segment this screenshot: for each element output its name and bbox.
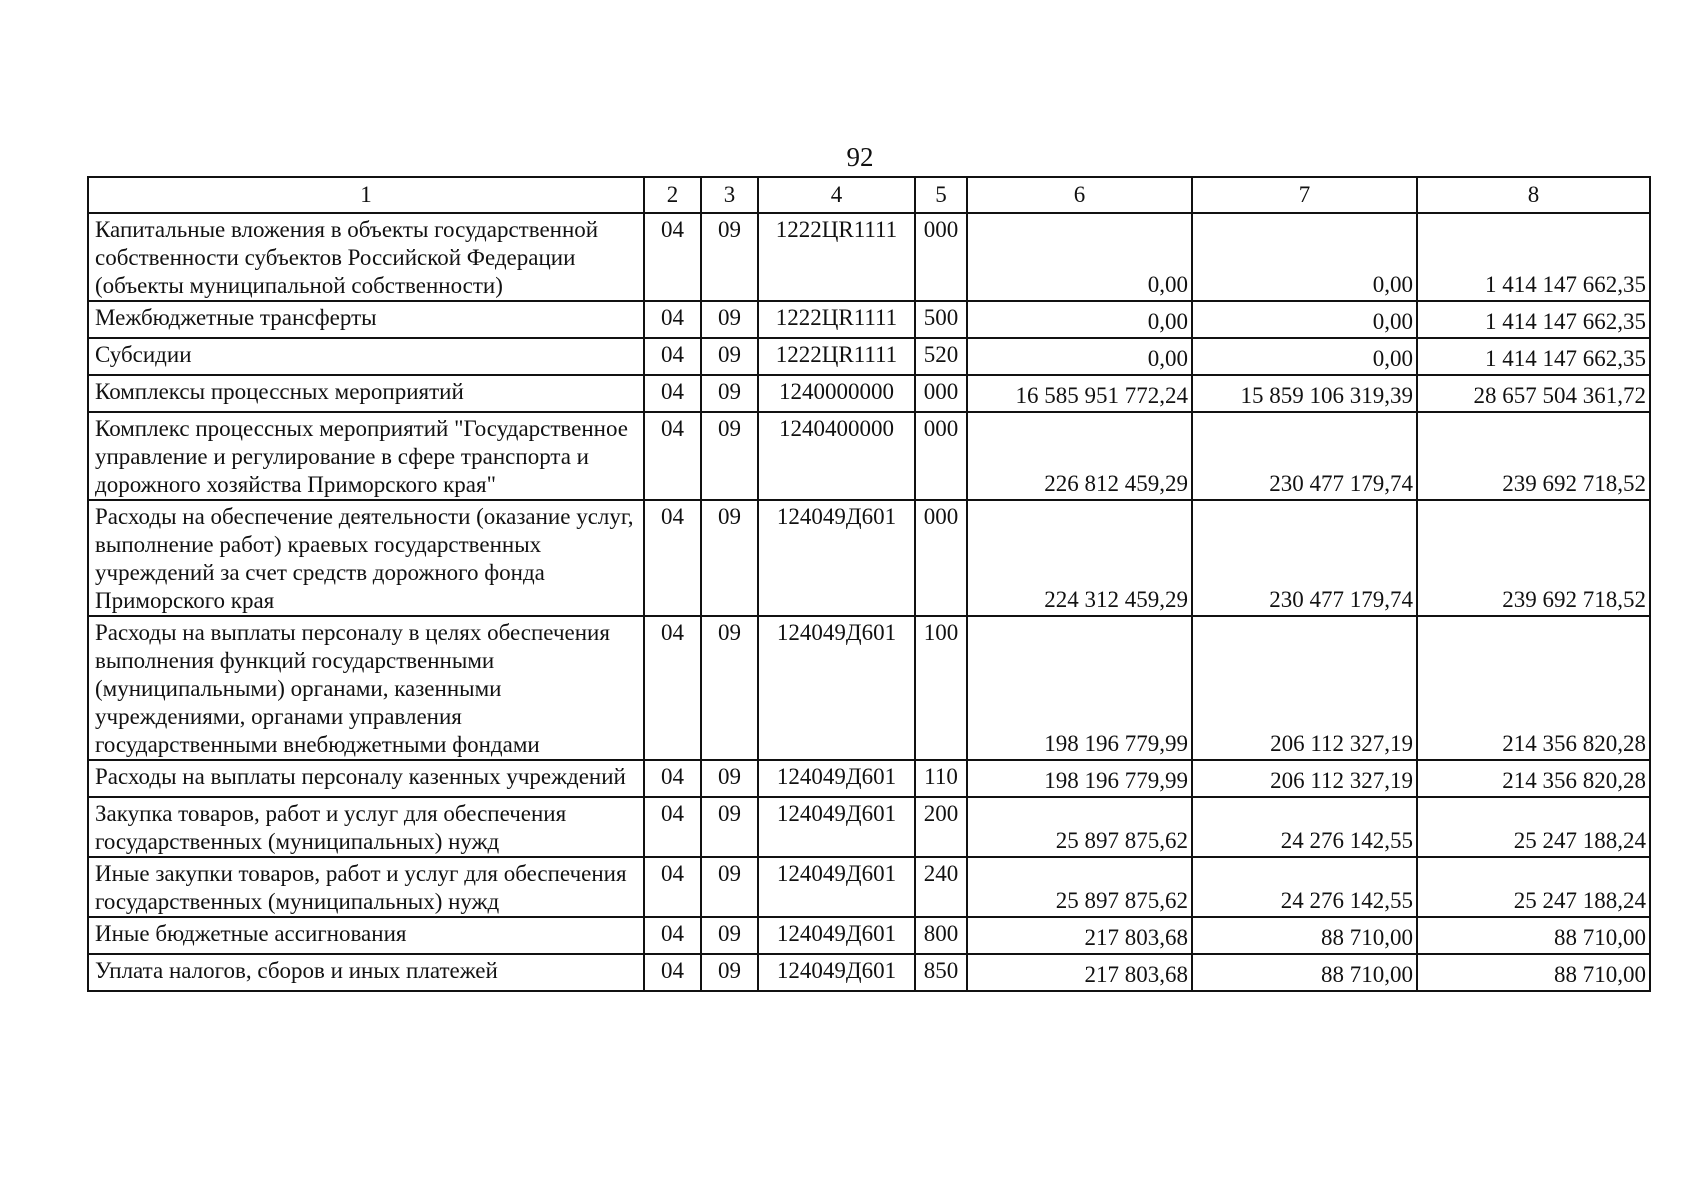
row-section: 04	[644, 760, 701, 797]
row-subsection: 09	[701, 213, 758, 301]
table-row	[88, 375, 1650, 412]
row-amount-col7: 0,00	[1192, 213, 1417, 301]
row-amount-col7: 206 112 327,19	[1192, 616, 1417, 760]
row-subsection: 09	[701, 917, 758, 954]
table-row	[88, 954, 1650, 991]
row-section: 04	[644, 797, 701, 857]
table-row	[88, 338, 1650, 375]
row-amount-col6: 25 897 875,62	[967, 857, 1192, 917]
row-target-article: 124049Д601	[758, 760, 915, 797]
row-amount-col7: 15 859 106 319,39	[1192, 375, 1417, 412]
row-section: 04	[644, 213, 701, 301]
row-amount-col6: 16 585 951 772,24	[967, 375, 1192, 412]
row-amount-col8: 25 247 188,24	[1417, 857, 1650, 917]
row-amount-col8: 88 710,00	[1417, 917, 1650, 954]
table-row	[88, 412, 1650, 500]
row-name: Расходы на выплаты персоналу казенных учреждений	[88, 760, 644, 797]
table-row	[88, 500, 1650, 616]
row-amount-col8: 1 414 147 662,35	[1417, 338, 1650, 375]
row-amount-col8: 214 356 820,28	[1417, 760, 1650, 797]
row-subsection: 09	[701, 412, 758, 500]
column-header: 2	[644, 177, 701, 213]
row-subsection: 09	[701, 500, 758, 616]
row-amount-col6: 25 897 875,62	[967, 797, 1192, 857]
row-section: 04	[644, 301, 701, 338]
column-header: 7	[1192, 177, 1417, 213]
row-name: Субсидии	[88, 338, 644, 375]
row-target-article: 124049Д601	[758, 857, 915, 917]
row-section: 04	[644, 375, 701, 412]
table-row	[88, 213, 1650, 301]
table-header-row	[88, 177, 1650, 213]
column-header: 6	[967, 177, 1192, 213]
row-subsection: 09	[701, 338, 758, 375]
row-target-article: 1240400000	[758, 412, 915, 500]
column-header: 3	[701, 177, 758, 213]
row-section: 04	[644, 500, 701, 616]
table-row	[88, 301, 1650, 338]
row-amount-col8: 88 710,00	[1417, 954, 1650, 991]
table-row	[88, 760, 1650, 797]
row-target-article: 124049Д601	[758, 917, 915, 954]
row-subsection: 09	[701, 375, 758, 412]
budget-table	[87, 176, 1651, 992]
row-amount-col7: 0,00	[1192, 301, 1417, 338]
row-expense-type: 000	[915, 375, 967, 412]
row-amount-col8: 28 657 504 361,72	[1417, 375, 1650, 412]
row-amount-col8: 239 692 718,52	[1417, 500, 1650, 616]
row-expense-type: 000	[915, 412, 967, 500]
row-name: Капитальные вложения в объекты государственной собственности субъектов Российской Федерации (объекты муниципальной собственности)	[88, 213, 644, 301]
page-number: 92	[846, 142, 874, 172]
row-subsection: 09	[701, 954, 758, 991]
row-name: Закупка товаров, работ и услуг для обеспечения государственных (муниципальных) нужд	[88, 797, 644, 857]
row-amount-col8: 25 247 188,24	[1417, 797, 1650, 857]
row-amount-col7: 24 276 142,55	[1192, 797, 1417, 857]
row-subsection: 09	[701, 760, 758, 797]
row-name: Иные закупки товаров, работ и услуг для обеспечения государственных (муниципальных) нужд	[88, 857, 644, 917]
table-row	[88, 857, 1650, 917]
row-name: Комплексы процессных мероприятий	[88, 375, 644, 412]
column-header: 8	[1417, 177, 1650, 213]
row-expense-type: 850	[915, 954, 967, 991]
row-amount-col6: 217 803,68	[967, 954, 1192, 991]
row-target-article: 1222ЦR1111	[758, 213, 915, 301]
row-name: Комплекс процессных мероприятий "Государственное управление и регулирование в сфере транспорта и дорожного хозяйства Приморского края"	[88, 412, 644, 500]
row-amount-col6: 224 312 459,29	[967, 500, 1192, 616]
row-amount-col6: 0,00	[967, 338, 1192, 375]
row-name: Расходы на обеспечение деятельности (оказание услуг, выполнение работ) краевых государственных учреждений за счет средств дорожного фонда Приморского края	[88, 500, 644, 616]
row-name: Межбюджетные трансферты	[88, 301, 644, 338]
row-section: 04	[644, 338, 701, 375]
row-subsection: 09	[701, 301, 758, 338]
column-header: 4	[758, 177, 915, 213]
row-amount-col6: 217 803,68	[967, 917, 1192, 954]
row-expense-type: 110	[915, 760, 967, 797]
row-amount-col6: 0,00	[967, 301, 1192, 338]
row-amount-col7: 230 477 179,74	[1192, 500, 1417, 616]
table-row	[88, 616, 1650, 760]
row-target-article: 124049Д601	[758, 616, 915, 760]
row-name: Расходы на выплаты персоналу в целях обеспечения выполнения функций государственными (муниципальными) органами, казенными учреждениями, органами управления государственными внебюджетными фондами	[88, 616, 644, 760]
row-expense-type: 100	[915, 616, 967, 760]
row-section: 04	[644, 616, 701, 760]
row-expense-type: 000	[915, 500, 967, 616]
row-target-article: 1222ЦR1111	[758, 338, 915, 375]
row-section: 04	[644, 412, 701, 500]
row-target-article: 124049Д601	[758, 954, 915, 991]
row-expense-type: 240	[915, 857, 967, 917]
row-expense-type: 000	[915, 213, 967, 301]
row-amount-col8: 239 692 718,52	[1417, 412, 1650, 500]
row-target-article: 1240000000	[758, 375, 915, 412]
row-amount-col6: 198 196 779,99	[967, 616, 1192, 760]
row-amount-col7: 0,00	[1192, 338, 1417, 375]
row-expense-type: 500	[915, 301, 967, 338]
table-row	[88, 797, 1650, 857]
row-name: Уплата налогов, сборов и иных платежей	[88, 954, 644, 991]
row-section: 04	[644, 917, 701, 954]
row-amount-col8: 214 356 820,28	[1417, 616, 1650, 760]
row-amount-col6: 0,00	[967, 213, 1192, 301]
row-amount-col7: 24 276 142,55	[1192, 857, 1417, 917]
row-section: 04	[644, 857, 701, 917]
row-subsection: 09	[701, 857, 758, 917]
row-target-article: 1222ЦR1111	[758, 301, 915, 338]
row-amount-col6: 198 196 779,99	[967, 760, 1192, 797]
row-amount-col7: 206 112 327,19	[1192, 760, 1417, 797]
row-name: Иные бюджетные ассигнования	[88, 917, 644, 954]
table-row	[88, 917, 1650, 954]
column-header: 1	[88, 177, 644, 213]
row-expense-type: 200	[915, 797, 967, 857]
row-amount-col7: 88 710,00	[1192, 917, 1417, 954]
row-subsection: 09	[701, 797, 758, 857]
row-target-article: 124049Д601	[758, 797, 915, 857]
row-expense-type: 520	[915, 338, 967, 375]
row-subsection: 09	[701, 616, 758, 760]
row-amount-col6: 226 812 459,29	[967, 412, 1192, 500]
row-amount-col7: 230 477 179,74	[1192, 412, 1417, 500]
row-amount-col7: 88 710,00	[1192, 954, 1417, 991]
row-target-article: 124049Д601	[758, 500, 915, 616]
row-section: 04	[644, 954, 701, 991]
row-expense-type: 800	[915, 917, 967, 954]
row-amount-col8: 1 414 147 662,35	[1417, 301, 1650, 338]
row-amount-col8: 1 414 147 662,35	[1417, 213, 1650, 301]
column-header: 5	[915, 177, 967, 213]
